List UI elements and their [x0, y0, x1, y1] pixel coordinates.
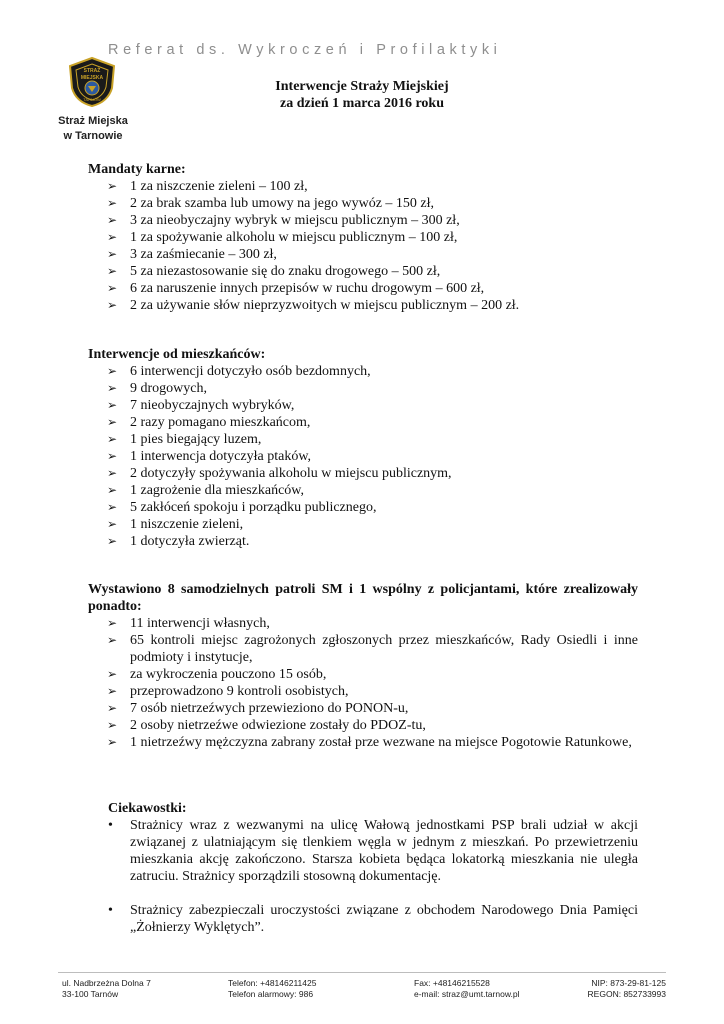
arrow-bullet-icon: ➢	[107, 483, 118, 497]
fines-list	[88, 178, 638, 314]
list-item	[88, 717, 638, 734]
footer-fax-email	[414, 978, 519, 1000]
list-item-text: 7 osób nietrzeźwych przewieziono do PONON-u,	[130, 701, 409, 716]
arrow-bullet-icon: ➢	[107, 718, 118, 732]
arrow-bullet-icon: ➢	[107, 230, 118, 244]
list-item-text: 2 dotyczyły spożywania alkoholu w miejscu publicznym,	[130, 466, 452, 481]
arrow-bullet-icon: ➢	[107, 398, 118, 412]
arrow-bullet-icon: ➢	[107, 701, 118, 715]
footer-fax-line: Fax: +48146215528	[414, 978, 490, 988]
document-title	[200, 78, 524, 112]
fines-section	[88, 161, 638, 314]
arrow-bullet-icon: ➢	[107, 500, 118, 514]
list-item	[88, 632, 638, 666]
list-item-text: Strażnicy zabezpieczali uroczystości związane z obchodem Narodowego Dnia Pamięci „Żołnierzy Wyklętych”.	[130, 903, 638, 935]
fines-heading: Mandaty karne:	[88, 162, 186, 177]
list-item-text: 3 za nieobyczajny wybryk w miejscu publicznym – 300 zł,	[130, 213, 460, 228]
list-item-text: 1 nietrzeźwy mężczyzna zabrany został prze wezwane na miejsce Pogotowie Ratunkowe,	[130, 735, 632, 750]
arrow-bullet-icon: ➢	[107, 517, 118, 531]
arrow-bullet-icon: ➢	[107, 196, 118, 210]
list-item-text: 3 za zaśmiecanie – 300 zł,	[130, 247, 277, 262]
list-item	[88, 683, 638, 700]
list-item	[88, 363, 638, 380]
city-guard-logo	[66, 56, 118, 108]
arrow-bullet-icon: ➢	[107, 247, 118, 261]
arrow-bullet-icon: ➢	[107, 735, 118, 749]
list-item	[108, 817, 638, 885]
arrow-bullet-icon: ➢	[107, 616, 118, 630]
list-item-text: 2 za brak szamba lub umowy na jego wywóz – 150 zł,	[130, 196, 435, 211]
patrols-list	[88, 615, 638, 751]
trivia-heading: Ciekawostki:	[108, 801, 187, 816]
list-item-text: 1 interwencja dotyczyła ptaków,	[130, 449, 312, 464]
list-item-text: przeprowadzono 9 kontroli osobistych,	[130, 684, 349, 699]
list-item	[88, 178, 638, 195]
list-item	[88, 280, 638, 297]
list-item-text: 1 dotyczyła zwierząt.	[130, 534, 250, 549]
list-item-text: 2 razy pomagano mieszkańcom,	[130, 415, 311, 430]
list-item	[88, 246, 638, 263]
header-title: Referat ds. Wykroczeń i Profilaktyki	[108, 42, 502, 58]
arrow-bullet-icon: ➢	[107, 432, 118, 446]
residents-section	[88, 346, 638, 550]
list-item	[88, 615, 638, 632]
arrow-bullet-icon: ➢	[107, 684, 118, 698]
list-item-text: 11 interwencji własnych,	[130, 616, 270, 631]
footer-phone-line1: Telefon: +48146211425	[228, 978, 317, 988]
trivia-list	[108, 817, 638, 936]
footer-nip: NIP: 873-29-81-125	[591, 978, 666, 988]
badge-text-mid: MIEJSKA	[80, 75, 104, 81]
list-item	[88, 533, 638, 550]
list-item	[88, 195, 638, 212]
logo-caption	[40, 114, 146, 144]
list-item-text: 2 osoby nietrzeźwe odwiezione zostały do PDOZ-tu,	[130, 718, 426, 733]
list-item-text: 5 za niezastosowanie się do znaku drogowego – 500 zł,	[130, 264, 441, 279]
footer-email-link[interactable]: e-mail: straz@umt.tarnow.pl	[414, 989, 520, 999]
logo-caption-line2: w Tarnowie	[63, 130, 123, 142]
footer-address	[62, 978, 151, 1000]
list-item	[88, 734, 638, 751]
footer-phone	[228, 978, 316, 1000]
arrow-bullet-icon: ➢	[107, 179, 118, 193]
list-item-text: 1 niszczenie zieleni,	[130, 517, 244, 532]
document-title-line1: Interwencje Straży Miejskiej	[275, 79, 449, 94]
arrow-bullet-icon: ➢	[107, 534, 118, 548]
list-item-text: 1 zagrożenie dla mieszkańców,	[130, 483, 305, 498]
footer-address-line1: ul. Nadbrzeżna Dolna 7	[62, 978, 151, 988]
residents-heading: Interwencje od mieszkańców:	[88, 347, 266, 362]
arrow-bullet-icon: ➢	[107, 264, 118, 278]
list-item	[88, 297, 638, 314]
list-item	[88, 263, 638, 280]
badge-text-bottom: TARNÓW	[83, 97, 101, 102]
bullet-dot-icon: •	[108, 818, 113, 833]
list-item-text: 1 za niszczenie zieleni – 100 zł,	[130, 179, 308, 194]
list-item-text: za wykroczenia pouczono 15 osób,	[130, 667, 327, 682]
list-item	[88, 516, 638, 533]
list-item-text: 1 pies biegający luzem,	[130, 432, 262, 447]
list-item	[88, 448, 638, 465]
list-item	[88, 229, 638, 246]
list-item	[88, 666, 638, 683]
logo-caption-line1: Straż Miejska	[58, 115, 128, 127]
arrow-bullet-icon: ➢	[107, 466, 118, 480]
footer-phone-line2: Telefon alarmowy: 986	[228, 989, 314, 999]
document-title-line2: za dzień 1 marca 2016 roku	[280, 96, 444, 111]
trivia-section	[108, 800, 638, 936]
list-item-text: Strażnicy wraz z wezwanymi na ulicę Wałową jednostkami PSP brali udział w akcji związanej z ulatniającym się tlenkiem węgla w jednym z mieszkań. Po przewietrzeniu mieszkania akcję zakończono. Starsza kobieta będąca lokatorką mieszkania nie uległa zatruciu. Strażnicy sporządzili stosowną dokumentację.	[130, 818, 638, 884]
patrols-heading: Wystawiono 8 samodzielnych patroli SM i 1 wspólny z policjantami, które zrealizowały ponadto:	[88, 582, 638, 614]
list-item-text: 5 zakłóceń spokoju i porządku publicznego,	[130, 500, 377, 515]
list-item-text: 7 nieobyczajnych wybryków,	[130, 398, 295, 413]
list-item	[88, 700, 638, 717]
list-item	[88, 397, 638, 414]
arrow-bullet-icon: ➢	[107, 364, 118, 378]
list-item	[88, 465, 638, 482]
arrow-bullet-icon: ➢	[107, 415, 118, 429]
list-item-text: 9 drogowych,	[130, 381, 207, 396]
list-item	[88, 212, 638, 229]
arrow-bullet-icon: ➢	[107, 213, 118, 227]
list-item-text: 65 kontroli miejsc zagrożonych zgłoszonych przez mieszkańców, Rady Osiedli i inne podmioty i instytucje,	[130, 633, 638, 665]
list-item	[88, 380, 638, 397]
arrow-bullet-icon: ➢	[107, 298, 118, 312]
arrow-bullet-icon: ➢	[107, 449, 118, 463]
list-item-text: 2 za używanie słów nieprzyzwoitych w miejscu publicznym – 200 zł.	[130, 298, 520, 313]
footer-regon: REGON: 852733993	[587, 989, 666, 999]
list-item	[88, 499, 638, 516]
arrow-bullet-icon: ➢	[107, 381, 118, 395]
list-item-text: 6 interwencji dotyczyło osób bezdomnych,	[130, 364, 371, 379]
badge-text-top: STRAŻ	[83, 68, 101, 74]
list-item-text: 1 za spożywanie alkoholu w miejscu publicznym – 100 zł,	[130, 230, 458, 245]
residents-list	[88, 363, 638, 550]
footer-ids	[586, 978, 666, 1000]
list-item	[88, 414, 638, 431]
list-item	[108, 902, 638, 936]
list-item	[88, 482, 638, 499]
list-item-text: 6 za naruszenie innych przepisów w ruchu drogowym – 600 zł,	[130, 281, 485, 296]
arrow-bullet-icon: ➢	[107, 633, 118, 647]
arrow-bullet-icon: ➢	[107, 281, 118, 295]
footer-divider	[58, 972, 666, 973]
list-item	[88, 431, 638, 448]
footer-address-line2: 33-100 Tarnów	[62, 989, 119, 999]
bullet-dot-icon: •	[108, 903, 113, 918]
patrols-section	[88, 581, 638, 751]
arrow-bullet-icon: ➢	[107, 667, 118, 681]
